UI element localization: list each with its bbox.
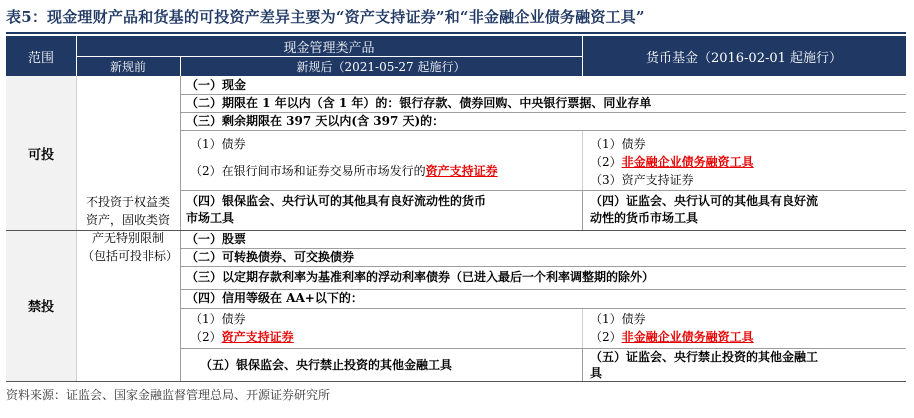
allowed-fund-bonds: （1）债券: [590, 137, 646, 151]
allowed-fund-other-mm-line2: 动性的货币市场工具: [590, 211, 699, 225]
forbidden-fund-nonfin-prefix: （2）: [590, 330, 622, 344]
grid-line: [582, 349, 583, 381]
grid-line: [180, 289, 906, 290]
grid-line: [180, 76, 181, 381]
forbidden-fund-nonfin-highlight: 非金融企业债务融资工具: [621, 330, 754, 344]
range-forbidden: 禁投: [6, 230, 76, 381]
allowed-post-bonds: （1）债券: [190, 137, 246, 151]
header-range: 范围: [6, 36, 76, 76]
header-money-fund: 货币基金（2016-02-01 起施行）: [582, 36, 906, 76]
allowed-row-cash: （一）现金: [186, 78, 247, 92]
forbidden-row-floating: （三）以定期存款利率为基准利率的浮动利率债券（已进入最后一个利率调整期的除外）: [186, 270, 655, 284]
forbidden-fund-other-line2: 具: [590, 366, 603, 380]
header-post: 新规后（2021-05-27 起施行）: [180, 56, 582, 76]
forbidden-row-stocks: （一）股票: [186, 232, 247, 246]
header-pre: 新规前: [76, 56, 180, 76]
table-title: 表5：现金理财产品和货基的可投资产差异主要为“资产支持证券”和“非金融企业债务融资工具”: [6, 8, 645, 26]
allowed-post-abs-highlight: 资产支持证券: [425, 164, 498, 178]
header-divider: [180, 56, 181, 76]
allowed-fund-nonfin-debt: [590, 155, 754, 170]
source-note: 资料来源：证监会、国家金融监督管理总局、开源证券研究所: [6, 388, 331, 402]
allowed-fund-nonfin-prefix: （2）: [590, 155, 622, 169]
forbidden-row-convertibles: （二）可转换债券、可交换债券: [186, 250, 355, 264]
header-divider: [582, 36, 583, 76]
grid-line: [180, 112, 906, 113]
grid-line: [180, 94, 906, 95]
allowed-fund-nonfin-highlight: 非金融企业债务融资工具: [621, 155, 754, 169]
forbidden-post-abs-highlight: 资产支持证券: [221, 330, 294, 344]
allowed-post-other-mm-line2: 市场工具: [186, 211, 235, 225]
forbidden-post-abs-prefix: （2）: [190, 330, 222, 344]
allowed-row-397-days: （三）剩余期限在 397 天以内(含 397 天)的：: [186, 114, 445, 128]
grid-line: [76, 76, 77, 381]
grid-line: [180, 190, 906, 191]
grid-line: [180, 266, 906, 267]
grid-line: [582, 309, 583, 348]
header-cash-mgmt: 现金管理类产品: [76, 36, 582, 56]
grid-line: [582, 191, 583, 230]
grid-line: [180, 130, 906, 131]
range-allowed: 可投: [6, 76, 76, 230]
forbidden-fund-bonds: （1）债券: [590, 312, 646, 326]
forbidden-post-bonds: （1）债券: [190, 312, 246, 326]
grid-line: [582, 131, 583, 190]
allowed-post-other-mm-line1: （四）银保监会、央行认可的其他具有良好流动性的货币: [186, 194, 487, 208]
forbidden-post-abs: [190, 330, 294, 345]
section-divider: [6, 230, 906, 231]
allowed-post-abs: [190, 164, 498, 179]
allowed-fund-other-mm-line1: （四）证监会、央行认可的其他具有良好流: [590, 194, 819, 208]
table-bottom-rule: [6, 381, 906, 382]
header-divider: [76, 36, 77, 76]
forbidden-row-credit: （四）信用等级在 AA+以下的：: [186, 291, 363, 305]
forbidden-post-other: （五）银保监会、央行禁止投资的其他金融工具: [200, 358, 453, 372]
allowed-fund-abs: （3）资产支持证券: [590, 173, 694, 187]
grid-line: [180, 348, 906, 349]
forbidden-fund-nonfin-debt: [590, 330, 754, 345]
pre-rule-text: 不投资于权益类资产，固收类资产无特别限制（包括可投非标）: [82, 194, 179, 263]
allowed-row-within-1y: （二）期限在 1 年以内（含 1 年）的：银行存款、债券回购、中央银行票据、同业存单: [186, 96, 652, 110]
grid-line: [180, 248, 906, 249]
grid-line: [180, 308, 906, 309]
title-rule: [6, 32, 906, 34]
forbidden-fund-other-line1: （五）证监会、央行禁止投资的其他金融工: [590, 350, 819, 364]
allowed-post-abs-prefix: （2）在银行间市场和证券交易所市场发行的: [190, 164, 426, 178]
